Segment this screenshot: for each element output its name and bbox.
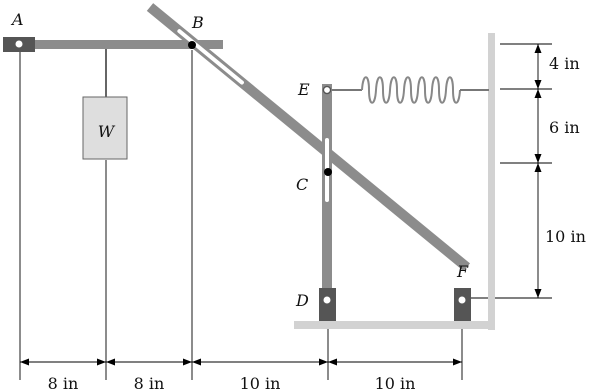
label-D: D	[296, 291, 309, 310]
pin-E	[323, 86, 330, 93]
dim-label-AW: 8 in	[47, 374, 79, 392]
dim-label-4in: 4 in	[549, 54, 580, 73]
right-wall	[488, 33, 495, 330]
dim-label-6in: 6 in	[549, 118, 580, 137]
dim-label-10in: 10 in	[545, 227, 586, 246]
pin-B	[188, 41, 196, 49]
dim-label-BD: 10 in	[239, 374, 281, 392]
horizontal-dimension	[20, 359, 462, 366]
pin-F	[459, 297, 466, 304]
label-B: B	[192, 13, 204, 32]
extension-lines	[20, 44, 552, 380]
pin-C	[324, 168, 332, 176]
spring-coils	[362, 77, 460, 103]
floor	[294, 321, 495, 329]
label-F: F	[457, 262, 469, 281]
dim-label-WB: 8 in	[133, 374, 165, 392]
pin-A	[16, 41, 23, 48]
vertical-dimension	[535, 44, 542, 298]
pin-D	[324, 297, 331, 304]
support-F	[454, 288, 471, 321]
label-C: C	[296, 175, 309, 194]
weight-label: W	[97, 122, 115, 141]
dim-label-DF: 10 in	[374, 374, 416, 392]
slot-B	[177, 28, 245, 85]
label-E: E	[298, 80, 310, 99]
spring	[332, 77, 489, 103]
support-D	[319, 288, 336, 321]
label-A: A	[12, 10, 24, 29]
